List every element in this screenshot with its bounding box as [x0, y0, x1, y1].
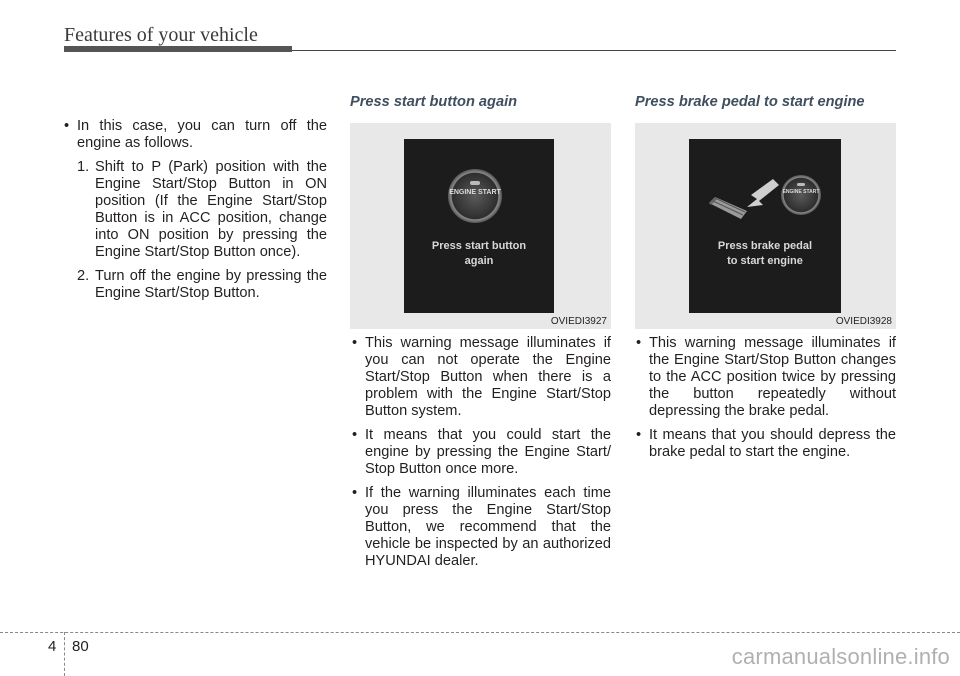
page-number: 80 [72, 638, 89, 655]
step-text: Turn off the engine by pressing the Engine Start/Stop Button. [95, 268, 327, 301]
figure-press-start [350, 123, 611, 329]
button-label: ENGINE START [782, 189, 820, 195]
engine-start-button-icon [781, 175, 821, 215]
step-number: 2. [77, 268, 90, 284]
button-indicator [797, 183, 805, 186]
bullet: • This warning message illuminates if you can not operate the Engine Start/Stop Button when there is a problem with the Engine Start/Stop Button system. [350, 335, 611, 420]
section-title-press-start: Press start button again [350, 94, 518, 110]
display-message-line2: again [464, 255, 494, 267]
cluster-display [689, 139, 841, 313]
brake-pedal-icon [703, 173, 787, 225]
cluster-display [404, 139, 554, 313]
step-number: 1. [77, 159, 90, 175]
left-column [62, 118, 327, 309]
engine-start-button-icon [448, 169, 502, 223]
chapter-number: 4 [48, 638, 57, 655]
step-text: Shift to P (Park) position with the Engine Start/Stop Button in ON position (If the Engine Start/Stop Button is in ACC position, change into ON position by pressing the Engine Start/Stop Button once). [95, 159, 327, 260]
watermark: carmanualsonline.info [731, 644, 950, 669]
display-message-line2: to start engine [727, 255, 803, 267]
section-title-press-brake: Press brake pedal to start engine [635, 94, 865, 110]
footer-divider [64, 632, 65, 676]
figure-press-brake [635, 123, 896, 329]
bullet: • It means that you could start the engine by pressing the Engine Start/ Stop Button once more. [350, 427, 611, 478]
display-message [689, 239, 841, 269]
header-accent-bar [64, 46, 292, 52]
display-message-line1: Press start button [431, 240, 527, 252]
bullet: • If the warning illuminates each time you press the Engine Start/Stop Button, we recommend that the vehicle be inspected by an authorized HYUNDAI dealer. [350, 485, 611, 570]
press-start-bullets [350, 335, 611, 577]
figure-code: OVIEDI3928 [835, 316, 892, 327]
press-brake-bullets [634, 335, 896, 468]
step-2 [62, 268, 327, 302]
button-indicator [470, 181, 480, 185]
button-label: ENGINE START [449, 189, 501, 196]
footer-rule [0, 632, 960, 633]
bullet: • It means that you should depress the brake pedal to start the engine. [634, 427, 896, 461]
bullet: • This warning message illuminates if the Engine Start/Stop Button changes to the ACC position twice by pressing the button repeatedly without depressing the brake pedal. [634, 335, 896, 420]
page-header-title: Features of your vehicle [64, 24, 258, 46]
display-message-line1: Press brake pedal [717, 240, 813, 252]
display-message [404, 239, 554, 269]
intro-bullet: • In this case, you can turn off the engine as follows. [62, 118, 327, 152]
figure-code: OVIEDI3927 [550, 316, 607, 327]
step-1 [62, 159, 327, 261]
